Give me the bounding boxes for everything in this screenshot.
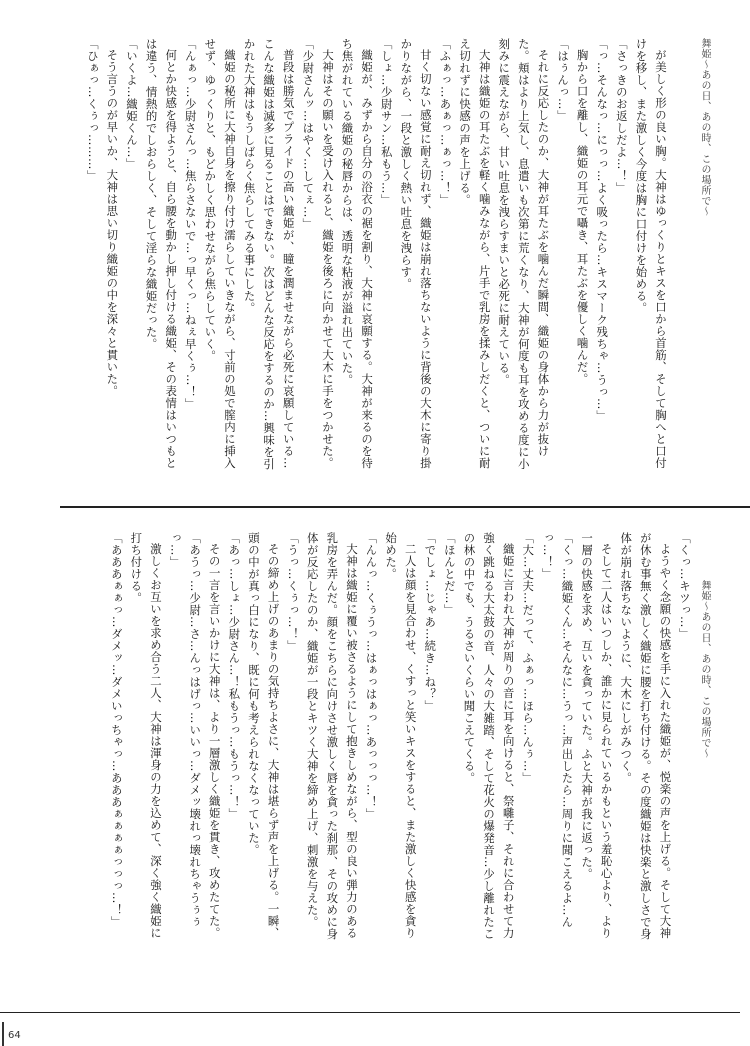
narration-paragraph: その一言を言いかけに大神は、より一層激しく織姫を貫き、攻めたてた。 <box>207 543 222 940</box>
dialogue-line: 「んんっ…くぅうっ…はぁっはぁっ…あっっっ…！」 <box>364 532 379 820</box>
narration-paragraph: 大神はその願いを受け入れると、織姫を後ろに向かせて大木に手をつかせた。 <box>320 49 335 470</box>
running-header-bottom: 舞姫～あの日、あの時、この場所で～ <box>699 580 710 759</box>
dialogue-line: 「大…丈夫…だって、ふぁっ…ほら…んぅ…」 <box>521 532 536 784</box>
dialogue-line: 「あああぁぁっ…ダメッ…ダメいっちゃっ…あああぁぁぁぁっっっ…！」 <box>109 532 124 928</box>
narration-paragraph: ようやく念願の快感を手に入れた織姫が、悦楽の声を上げる。そして大神が休む事無く激しく織姫に腰を打ち付ける。その度織姫は快楽と激しさで身体が崩れ落ちないように、大木にしがみつく。 <box>619 532 673 940</box>
dialogue-line: 「少尉さんッ…はやく…してぇ…」 <box>301 38 316 230</box>
narration-paragraph: その締め上げのあまりの気持ちよさに、大神は堪らず声を上げる。一瞬、頭の中が真っ白になり、既に何も考えられなくなっていた。 <box>246 532 281 940</box>
dialogue-line: 「あうっ…少尉…さ…んっはげっ…いいっ…ダメッ壊れっ壊れちゃうぅぅっ…」 <box>168 532 203 928</box>
narration-paragraph: が美しく形の良い胸。大神はゆっくりとキスを口から首筋、そして胸へと口付けを移し、また激しく今度は胸に口付けを始める。 <box>634 38 668 470</box>
narration-paragraph: それに反応したのか、大神が耳たぶを噛んだ瞬間、織姫の身体から力が抜けた。頬はより上気し、息遣いも次第に荒くなり、大神が何度も耳を攻める度に小刻みに震えながら、甘い吐息を洩らすまいと必死に耐えている。 <box>497 38 551 470</box>
narration-paragraph: 二人は顔を見合わせ、くすっと笑いキスをすると、また激しく快感を貪り始めた。 <box>384 532 418 940</box>
dialogue-line: 「しょ…少尉サン…私もう…」 <box>379 38 394 206</box>
dialogue-line: 「んぁっ…少尉さんっ…焦らさないで…っ早くっ…ねぇ早くぅ…！」 <box>183 38 198 410</box>
dialogue-line: 「あっ…しょ…少尉さん…！私もうっ…もうっ…！」 <box>227 532 242 820</box>
narration-paragraph: 普段は勝気でプライドの高い織姫が、瞳を潤ませながら必死に哀願している…こんな織姫は滅多に見ることはできない。次はどんな反応をするのか…興味を引かれた大神はもうしばらく焦らしてみる事にした。 <box>242 38 296 470</box>
dialogue-line: 「ほんとだ…」 <box>442 532 457 616</box>
page-number-bar <box>2 1022 4 1046</box>
narration-paragraph: 胸から口を離し、織姫の耳元で囁き、耳たぶを優しく噛んだ。 <box>575 49 590 386</box>
narration-paragraph: 織姫に言われ大神が周りの音に耳を向けると、祭囃子、それに合わせて力強く跳ねる大太鼓の音、人々の大雑踏、そして花火の爆発音…少し離れたこの林の中でも、うるさいくらい聞こえてくる。 <box>462 532 516 940</box>
narration-paragraph: 大神は織姫の耳たぶを軽く噛みながら、片手で乳房を揉みしだくと、ついに耐え切れずに快感の声を上げる。 <box>458 38 492 470</box>
narration-paragraph: 甘く切ない感覚に耐え切れず、織姫は崩れ落ちないように背後の大木に寄り掛かりながら、一段と激しく熱い吐息を洩らす。 <box>399 38 433 470</box>
dialogue-line: 「でしょ…じゃあ…続き…ね？」 <box>423 532 438 712</box>
narration-paragraph: そして二人はいつしか、誰かに見られているかもという羞恥心より、より一層の快感を求め、互いを貪っていた。ふと大神が我に返った。 <box>580 532 614 940</box>
narration-paragraph: 何とか快感を得ようと、自ら腰を動かし押し付ける織姫、その表情はいつもとは違う、情熱的でしおらしく、そして淫らな織姫だった。 <box>144 38 179 470</box>
dialogue-line: 「いくよ…織姫くん…」 <box>124 38 139 170</box>
page-number: 64 <box>8 1030 21 1041</box>
narration-paragraph: そう言うのが早いか、大神は思い切り織姫の中を深々と貫いた。 <box>105 49 120 398</box>
column-divider <box>60 506 750 508</box>
narration-paragraph: 織姫の秘所に大神自身を擦り付け濡らしていきながら、寸前の処で膣内に挿入せず、ゆっくりと、もどかしく思わせながら焦らしていく。 <box>203 38 237 470</box>
narration-paragraph: 激しくお互いを求め合う二人、大神は渾身の力を込めて、深く強く織姫に打ち付ける。 <box>129 532 163 940</box>
dialogue-line: 「くっ…織姫くん…そんなに…うっ…声出したら…周りに聞こえるよ…んっ…！」 <box>540 532 575 928</box>
running-header-top: 舞姫～あの日、あの時、この場所で～ <box>699 38 710 217</box>
bottom-text-column <box>109 532 694 948</box>
dialogue-line: 「うっ…くぅっ…！」 <box>286 532 301 652</box>
dialogue-line: 「さっきのお返しだよ…！」 <box>614 38 629 194</box>
dialogue-line: 「はぅんっ…」 <box>556 38 571 122</box>
footer-rule <box>0 1012 740 1013</box>
top-text-column <box>85 38 670 476</box>
dialogue-line: 「くっ…キツっ…」 <box>678 532 692 640</box>
dialogue-line: 「ふぁっ…あぁっ…ぁっ…！」 <box>438 38 453 206</box>
narration-paragraph: 織姫が、みずから自分の浴衣の裾を割り、大神に哀願する。大神が来るのを待ち焦がれている織姫の秘唇からは、透明な粘液が溢れ出ていた。 <box>340 38 375 470</box>
dialogue-line: 「っ…そんなっ…にっっ…よく吸ったら…キスマーク残ちゃ…うっ…」 <box>595 38 610 422</box>
dialogue-line: 「ひぁっ…くぅっ………」 <box>85 38 100 182</box>
narration-paragraph: 大神は織姫に覆い被さるようにして抱きしめながら、型の良い弾力のある乳房を弄んだ。顔をこちらに向けさせ激しく唇を貪った刹那、その攻めに身体が反応したのか、織姫が一段とキツく大神を締め上げ、刺激を与えた。 <box>305 532 359 940</box>
